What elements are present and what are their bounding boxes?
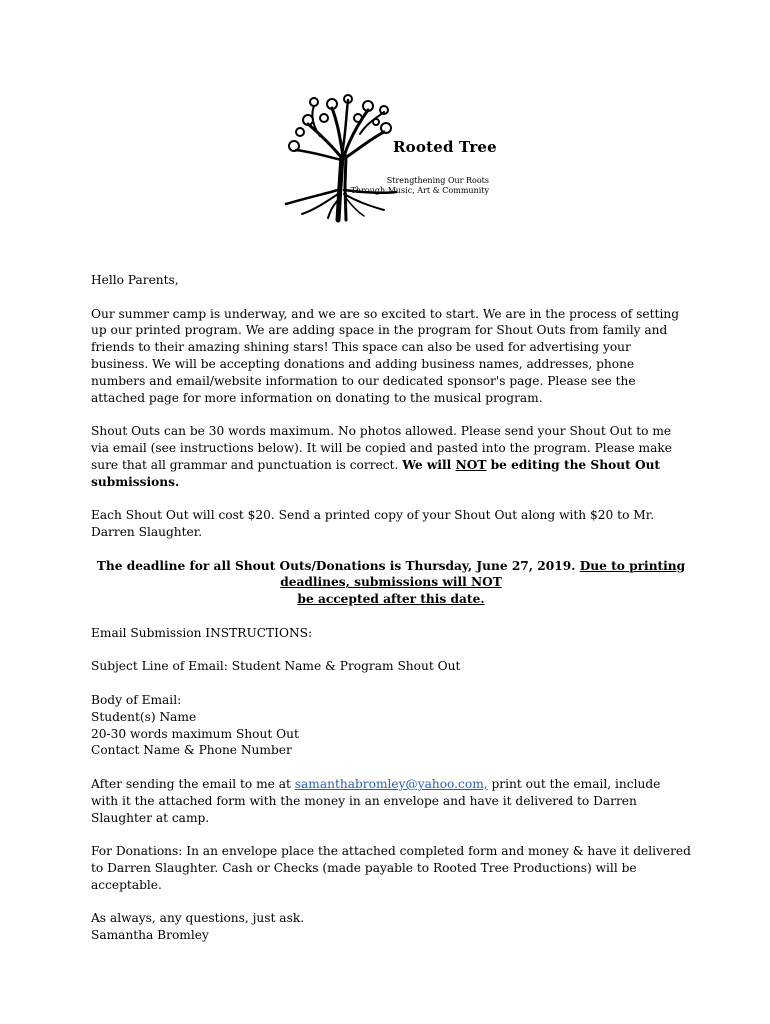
paragraph-donations: For Donations: In an envelope place the attached completed form and money & have it delivered to Darren Slaughter. Cash or Checks (made payable to Rooted Tree Productions) will be acceptable. bbox=[91, 844, 691, 892]
signature: Samantha Bromley bbox=[91, 928, 209, 943]
editing-notice-a: We will bbox=[402, 457, 456, 472]
brand-tagline bbox=[347, 176, 489, 196]
instructions-heading: Email Submission INSTRUCTIONS: bbox=[91, 625, 313, 640]
shout-outs-text: Shout Outs can be 30 words maximum. No photos allowed. Please send your Shout Out to me via email (see instructions below). It will be copied and pasted into the program. Please make sure that all grammar and punctuation is correct. bbox=[91, 424, 672, 472]
email-link[interactable]: samanthabromley@yahoo.com, bbox=[294, 776, 488, 791]
deadline-date: The deadline for all Shout Outs/Donations is Thursday, June 27, 2019. bbox=[96, 558, 580, 573]
paragraph-shout-outs bbox=[91, 423, 691, 490]
paragraph-after-sending bbox=[91, 776, 691, 826]
after-sending-text-2: print out the email, include with it the attached form with the money in an envelope and have it delivered to Darren Slaughter at camp. bbox=[91, 776, 661, 825]
deadline-warning-1: Due to printing deadlines, submissions will NOT bbox=[280, 558, 686, 590]
body-heading: Body of Email: bbox=[91, 692, 182, 707]
tagline-line-2: Through Music, Art & Community bbox=[350, 186, 489, 195]
subject-line: Subject Line of Email: Student Name & Program Shout Out bbox=[91, 659, 461, 674]
letter-body bbox=[91, 272, 691, 961]
rooted-tree-logo bbox=[280, 94, 497, 224]
body-item: Student(s) Name bbox=[91, 709, 197, 724]
paragraph-cost: Each Shout Out will cost $20. Send a printed copy of your Shout Out along with $20 to Mr. Darren Slaughter. bbox=[91, 508, 655, 539]
editing-notice-not: NOT bbox=[455, 457, 487, 472]
paragraph-program: Our summer camp is underway, and we are so excited to start. We are in the process of setting up our printed program. We are adding space in the program for Shout Outs from family and friends to their amazing shining stars! This space can also be used for advertising your business. We will be accepting donations and adding business names, addresses, phone numbers and email/website information to our dedicated sponsor's page. Please see the attached page for more information on donating to the musical program. bbox=[91, 306, 679, 405]
body-item: Contact Name & Phone Number bbox=[91, 743, 292, 758]
greeting: Hello Parents, bbox=[91, 273, 179, 287]
editing-notice-b: be editing the Shout Out submissions. bbox=[91, 457, 661, 489]
body-item: 20-30 words maximum Shout Out bbox=[91, 726, 299, 741]
deadline-warning-2: be accepted after this date. bbox=[297, 592, 485, 607]
closing: As always, any questions, just ask. bbox=[91, 911, 305, 926]
deadline-notice bbox=[91, 558, 691, 608]
brand-name: Rooted Tree bbox=[393, 138, 497, 156]
tagline-line-1: Strengthening Our Roots bbox=[386, 176, 489, 185]
tree-icon bbox=[280, 94, 492, 224]
after-sending-text: After sending the email to me at bbox=[91, 776, 295, 791]
